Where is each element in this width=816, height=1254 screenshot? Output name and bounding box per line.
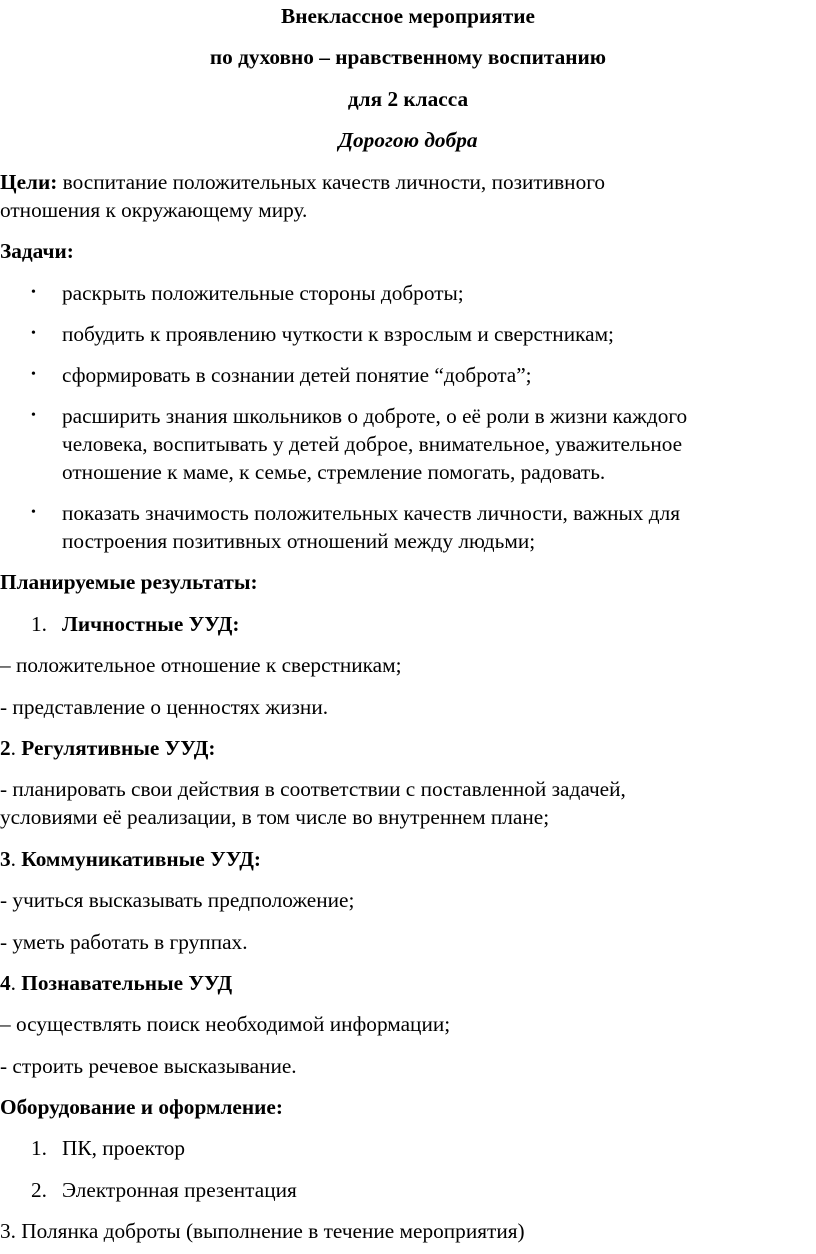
regulative-uud-heading bbox=[0, 734, 216, 762]
regulative-uud-text: условиями её реализации, в том числе во внутреннем плане; bbox=[0, 805, 550, 829]
bullet-icon: • bbox=[31, 285, 36, 300]
communicative-uud-title: Коммуникативные УУД: bbox=[15, 847, 261, 871]
communicative-uud-item: - учиться высказывать предположение; bbox=[0, 888, 355, 912]
results-label: Планируемые результаты: bbox=[0, 570, 258, 594]
equipment-item: ПК, проектор bbox=[62, 1136, 186, 1160]
equipment-extra-item: 3. Полянка доброты (выполнение в течение мероприятия) bbox=[0, 1219, 525, 1243]
section-number: 3 bbox=[0, 847, 11, 871]
bullet-icon: • bbox=[31, 408, 36, 423]
bullet-icon: • bbox=[31, 505, 36, 520]
task-item-continuation: человека, воспитывать у детей доброе, внимательное, уважительное bbox=[62, 432, 683, 456]
document-subtitle: Дорогою добра bbox=[338, 128, 478, 152]
personal-uud-title: Личностные УУД: bbox=[62, 612, 240, 636]
header-line-2: по духовно – нравственному воспитанию bbox=[209, 45, 607, 69]
cognitive-uud-item: - строить речевое высказывание. bbox=[0, 1054, 297, 1078]
regulative-uud-title: Регулятивные УУД: bbox=[15, 736, 216, 760]
personal-uud-item: - представление о ценностях жизни. bbox=[0, 695, 329, 719]
header-line-1: Внеклассное мероприятие bbox=[281, 4, 535, 28]
cognitive-uud-heading bbox=[0, 969, 232, 997]
task-item: расширить знания школьников о доброте, о её роли в жизни каждого bbox=[62, 404, 688, 428]
tasks-label: Задачи: bbox=[0, 239, 74, 263]
section-dot: . bbox=[10, 847, 16, 871]
bullet-icon: • bbox=[31, 326, 36, 341]
communicative-uud-item: - уметь работать в группах. bbox=[0, 930, 248, 954]
list-number: 1. bbox=[31, 612, 47, 636]
task-item-continuation: построения позитивных отношений между людьми; bbox=[62, 529, 536, 553]
task-item-continuation: отношение к маме, к семье, стремление помогать, радовать. bbox=[62, 460, 606, 484]
cognitive-uud-title: Познавательные УУД bbox=[15, 971, 233, 995]
equipment-item: Электронная презентация bbox=[62, 1178, 297, 1202]
section-dot: . bbox=[10, 736, 16, 760]
section-number: 4 bbox=[0, 971, 11, 995]
task-item: сформировать в сознании детей понятие “доброта”; bbox=[62, 363, 532, 387]
goals-line-1 bbox=[0, 168, 605, 196]
goals-text: воспитание положительных качеств личности, позитивного bbox=[57, 170, 606, 194]
goals-line-2: отношения к окружающему миру. bbox=[0, 198, 308, 222]
list-number: 1. bbox=[31, 1136, 47, 1160]
header-line-3: для 2 класса bbox=[347, 87, 469, 111]
communicative-uud-heading bbox=[0, 845, 261, 873]
section-number: 2 bbox=[0, 736, 11, 760]
cognitive-uud-item: – осуществлять поиск необходимой информации; bbox=[0, 1012, 451, 1036]
personal-uud-item: – положительное отношение к сверстникам; bbox=[0, 653, 402, 677]
bullet-icon: • bbox=[31, 367, 36, 382]
equipment-label: Оборудование и оформление: bbox=[0, 1095, 283, 1119]
section-dot: . bbox=[10, 971, 16, 995]
regulative-uud-text: - планировать свои действия в соответствии с поставленной задачей, bbox=[0, 777, 626, 801]
task-item: побудить к проявлению чуткости к взрослым и сверстникам; bbox=[62, 322, 614, 346]
list-number: 2. bbox=[31, 1178, 47, 1202]
goals-label: Цели: bbox=[0, 170, 58, 194]
task-item: показать значимость положительных качеств личности, важных для bbox=[62, 501, 681, 525]
task-item: раскрыть положительные стороны доброты; bbox=[62, 281, 464, 305]
